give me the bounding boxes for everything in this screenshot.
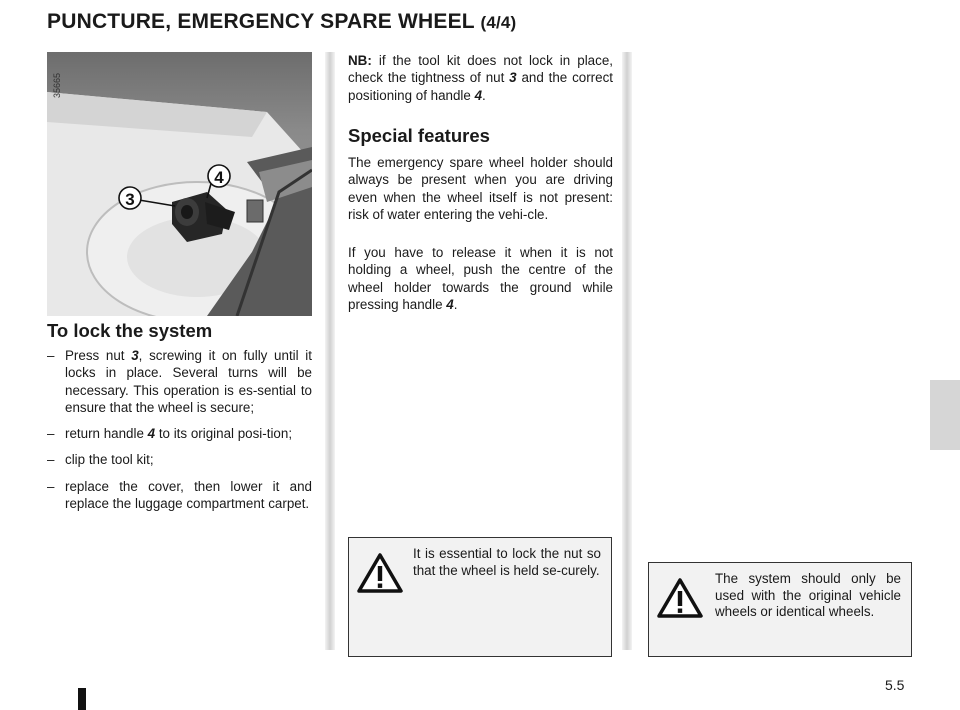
bottom-edge-mark xyxy=(78,688,86,710)
step-text: clip the tool kit; xyxy=(65,452,154,468)
ref-number: 3 xyxy=(509,70,517,86)
nb-text: . xyxy=(482,87,486,103)
list-item xyxy=(47,347,312,416)
warning-triangle-icon xyxy=(357,552,403,594)
step-text: return handle xyxy=(65,426,148,442)
lock-system-heading: To lock the system xyxy=(47,320,213,341)
column-divider-right xyxy=(622,52,632,650)
warning-text: It is essential to lock the nut so that the wheel is held se-curely. xyxy=(413,546,601,578)
step-text: replace the cover, then lower it and replace the luggage compartment carpet. xyxy=(65,478,312,512)
special-features-text: The emergency spare wheel holder should always be present when you are driving even when the wheel itself is not present: risk of water entering the vehi-cle. xyxy=(348,155,613,222)
list-item xyxy=(47,451,312,468)
release-instructions xyxy=(348,244,613,313)
ref-number: 3 xyxy=(131,348,139,363)
nb-label: NB: xyxy=(348,53,372,68)
photo-reference-code: 35665 xyxy=(52,72,62,98)
ref-number: 4 xyxy=(446,296,454,312)
spare-wheel-photo xyxy=(47,52,312,316)
ref-number: 4 xyxy=(147,426,156,442)
list-dash: – xyxy=(47,348,55,363)
column-divider-left xyxy=(325,52,335,650)
step-text: to its original posi-tion; xyxy=(155,426,293,442)
page-number: 5.5 xyxy=(885,677,905,693)
warning-text: The system should only be used with the original vehicle wheels or identical wheels. xyxy=(715,571,901,619)
list-item xyxy=(47,425,312,442)
step-text: Press nut xyxy=(65,348,132,363)
callout-3: 3 xyxy=(125,190,135,209)
callout-4: 4 xyxy=(214,168,224,187)
step-text: , screwing it on fully until it locks in place. Several turns will be necessary. This operation is es-sential to ensure that the wheel is secure; xyxy=(65,348,312,415)
section-side-tab xyxy=(930,380,960,450)
nb-text: and the correct positioning of handle xyxy=(348,70,613,103)
page-title-suffix: (4/4) xyxy=(480,13,517,32)
list-dash: – xyxy=(47,478,55,494)
warning-box-lock-nut xyxy=(348,537,612,657)
list-dash: – xyxy=(47,426,55,442)
spare-wheel-photo-drawing xyxy=(47,52,312,316)
warning-box-original-wheels xyxy=(648,562,912,657)
release-text: If you have to release it when it is not holding a wheel, push the centre of the wheel holder towards the ground while pressing handle xyxy=(348,245,613,312)
nb-note xyxy=(348,52,613,104)
list-dash: – xyxy=(47,452,55,468)
release-text: . xyxy=(453,296,458,312)
page-title xyxy=(47,10,516,34)
lock-steps-list xyxy=(47,347,312,521)
special-features-heading: Special features xyxy=(348,125,490,146)
nb-text: if the tool kit does not lock in place, check the tightness of nut xyxy=(348,53,613,86)
warning-triangle-icon xyxy=(657,577,703,619)
ref-number: 4 xyxy=(474,87,483,103)
list-item xyxy=(47,478,312,513)
page-title-text: PUNCTURE, EMERGENCY SPARE WHEEL xyxy=(47,10,475,33)
